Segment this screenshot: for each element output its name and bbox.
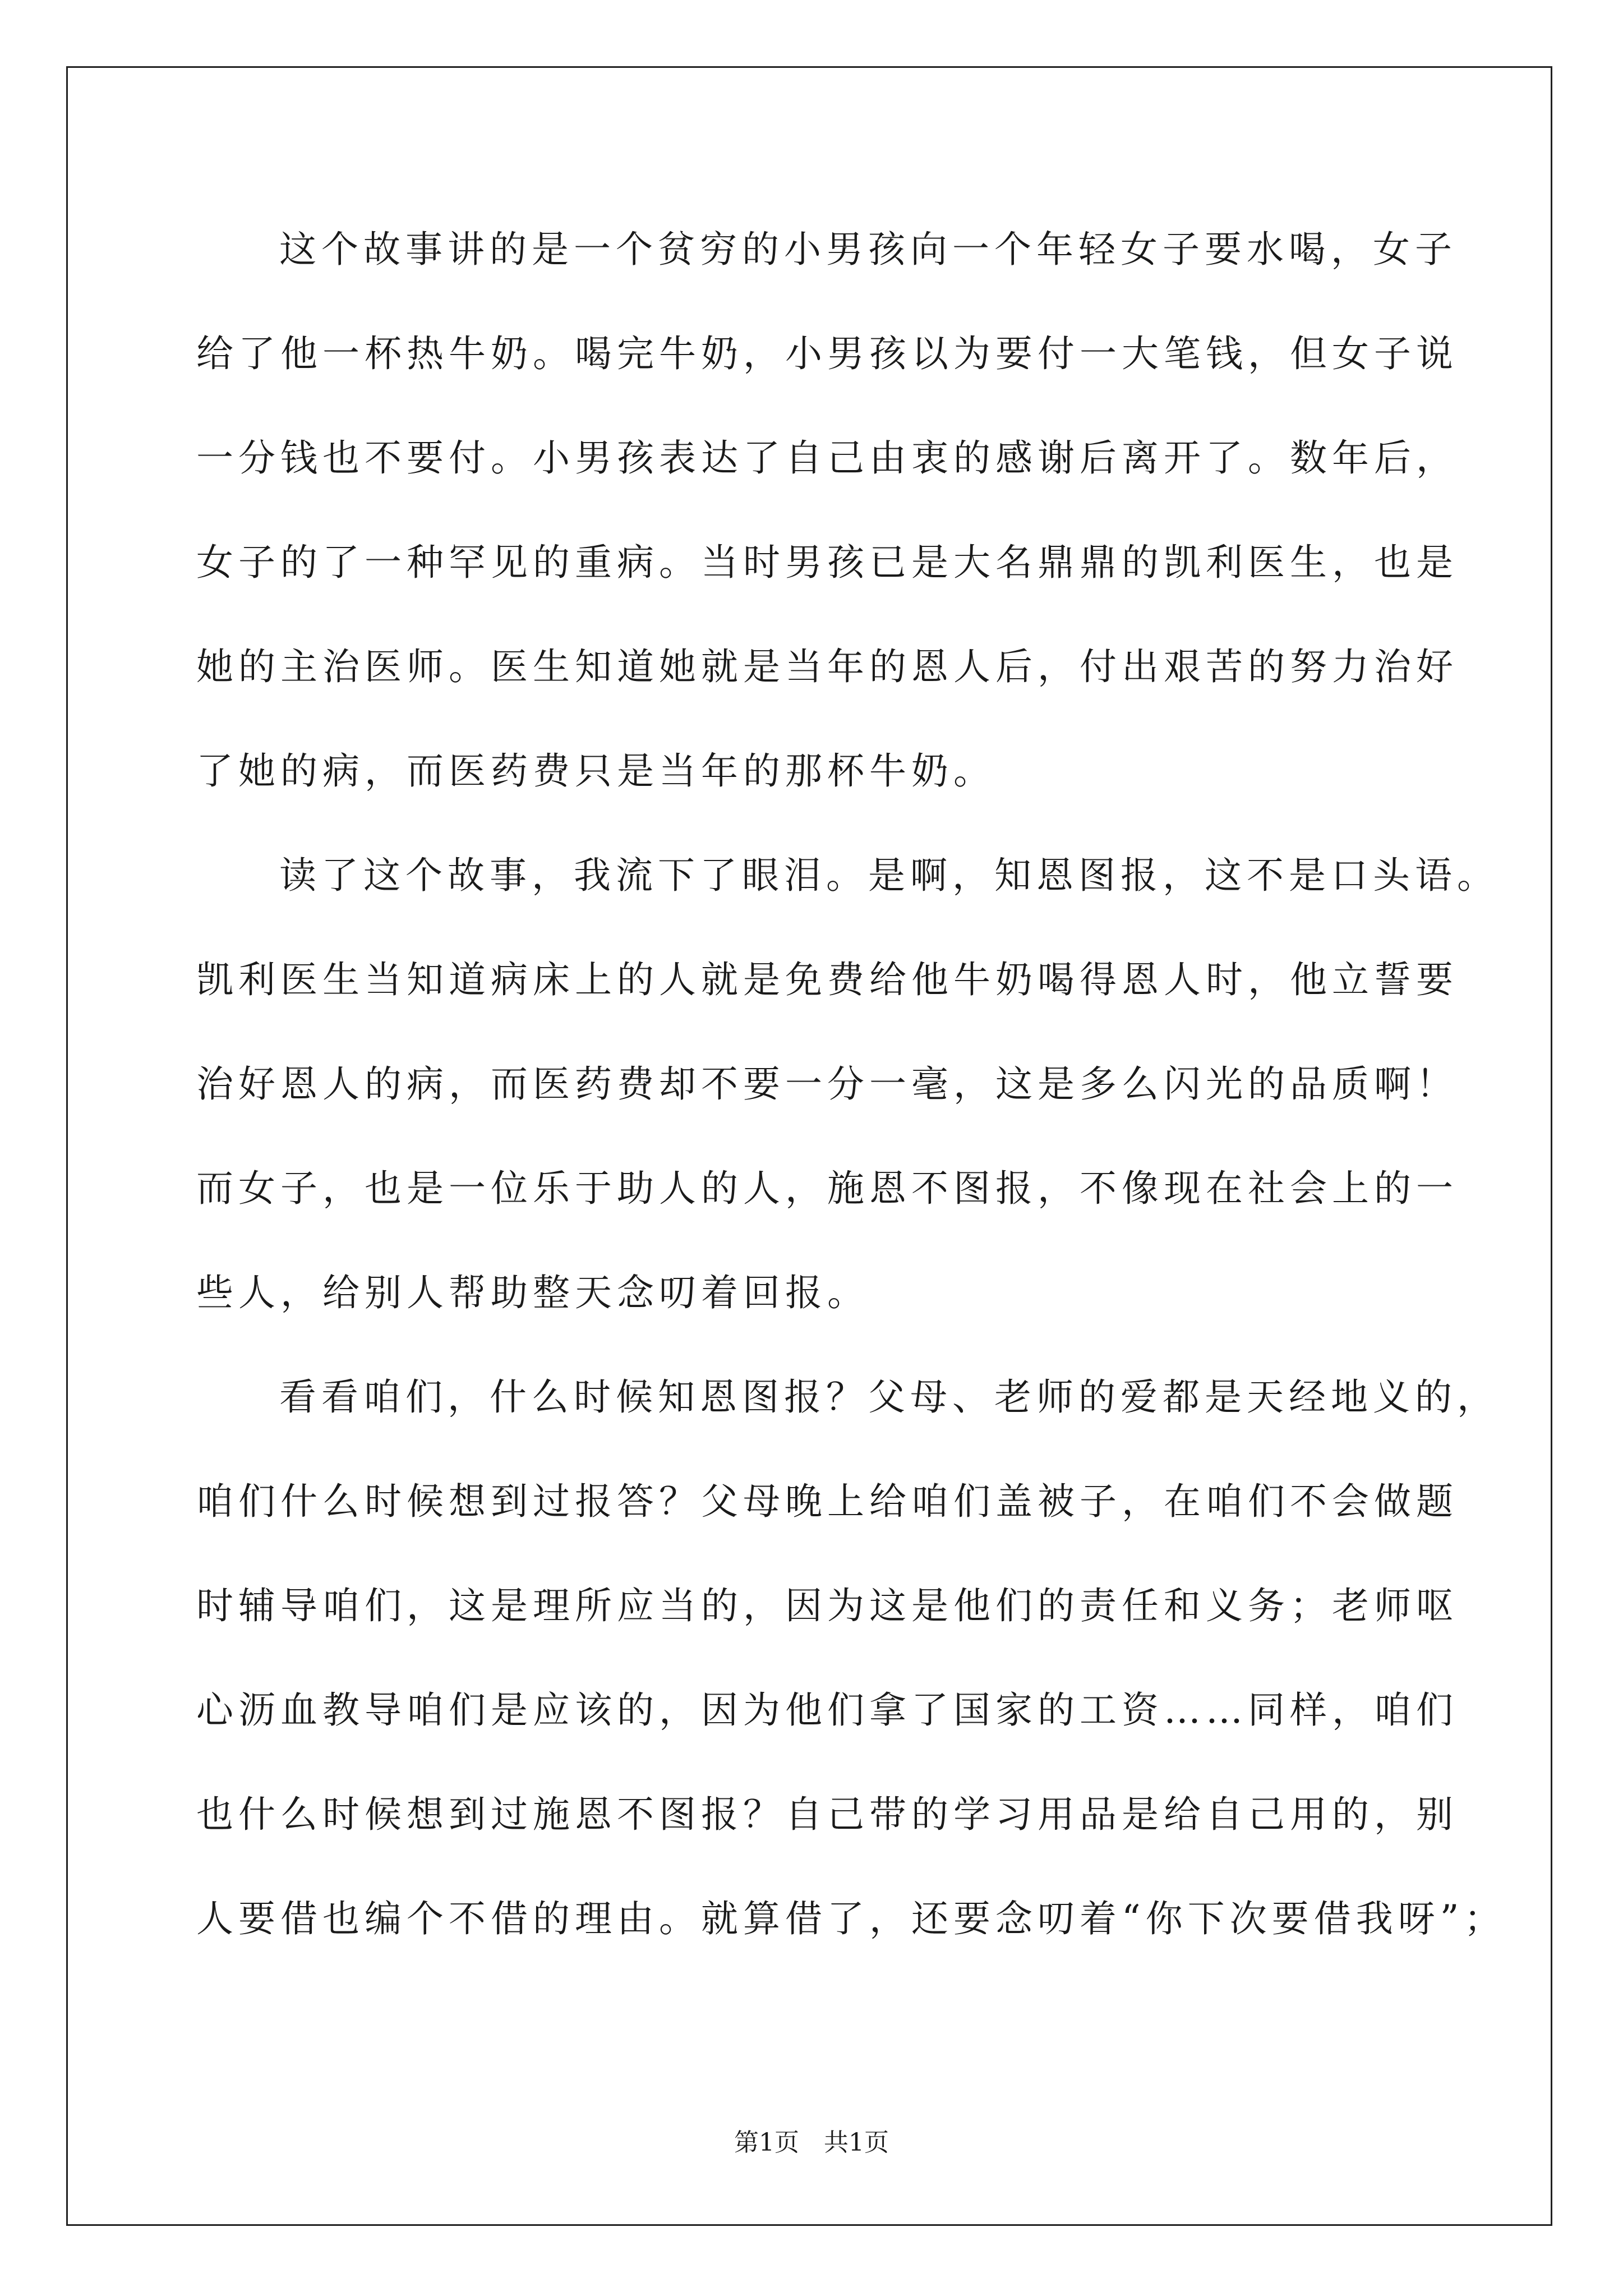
- paragraph-line: 些人，给别人帮助整天念叨着回报。: [196, 1271, 869, 1314]
- document-body: [196, 222, 1506, 1995]
- paragraph-line: 也什么时候想到过施恩不图报？自己带的学习用品是给自己用的，别: [196, 1793, 1458, 1836]
- paragraph-line: 时辅导咱们，这是理所应当的，因为这是他们的责任和义务；老师呕: [196, 1584, 1458, 1627]
- paragraph-line: 心沥血教导咱们是应该的，因为他们拿了国家的工资……同样，咱们: [196, 1688, 1458, 1732]
- paragraph-line: 她的主治医师。医生知道她就是当年的恩人后，付出艰苦的努力治好: [196, 645, 1458, 688]
- paragraph-line: 这个故事讲的是一个贫穷的小男孩向一个年轻女子要水喝，女子: [279, 228, 1457, 271]
- paragraph-line: 人要借也编个不借的理由。就算借了，还要念叨着“你下次要借我呀”；: [196, 1897, 1506, 1940]
- paragraph-line: 凯利医生当知道病床上的人就是免费给他牛奶喝得恩人时，他立誓要: [196, 958, 1458, 1001]
- paragraph-line: 咱们什么时候想到过报答？父母晚上给咱们盖被子，在咱们不会做题: [196, 1480, 1458, 1523]
- paragraph-1: [196, 222, 1458, 848]
- page-number-footer: 第1页 共1页: [734, 2128, 889, 2157]
- paragraph-line: 看看咱们，什么时候知恩图报？父母、老师的爱都是天经地义的，: [279, 1375, 1499, 1419]
- paragraph-line: 治好恩人的病，而医药费却不要一分一毫，这是多么闪光的品质啊！: [196, 1062, 1458, 1106]
- paragraph-line: 读了这个故事，我流下了眼泪。是啊，知恩图报，这不是口头语。: [279, 854, 1499, 897]
- paragraph-line: 一分钱也不要付。小男孩表达了自己由衷的感谢后离开了。数年后，: [196, 436, 1458, 480]
- paragraph-line: 女子的了一种罕见的重病。当时男孩已是大名鼎鼎的凯利医生，也是: [196, 541, 1458, 584]
- paragraph-3: [196, 1369, 1506, 1995]
- paragraph-line: 给了他一杯热牛奶。喝完牛奶，小男孩以为要付一大笔钱，但女子说: [196, 332, 1458, 375]
- paragraph-line: 了她的病，而医药费只是当年的那杯牛奶。: [196, 749, 995, 793]
- paragraph-2: [196, 848, 1499, 1369]
- paragraph-line: 而女子，也是一位乐于助人的人，施恩不图报，不像现在社会上的一: [196, 1167, 1458, 1210]
